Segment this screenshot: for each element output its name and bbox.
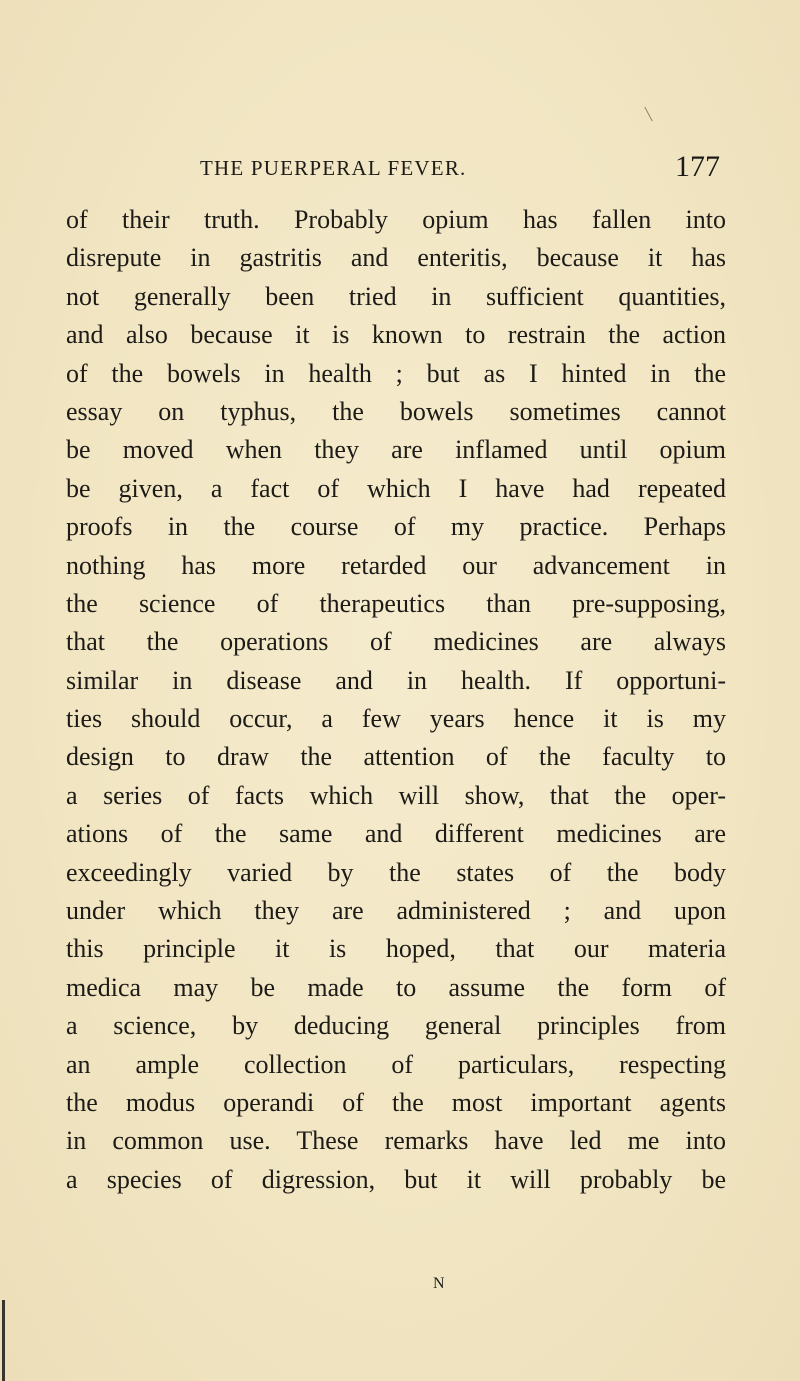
text-line: exceedingly varied by the states of the body xyxy=(66,857,726,887)
text-line: a species of digression, but it will probably be xyxy=(66,1164,726,1194)
text-line: be moved when they are inflamed until opium xyxy=(66,435,726,465)
text-line: an ample collection of particulars, respecting xyxy=(66,1049,726,1079)
text-line: a science, by deducing general principles from xyxy=(66,1011,726,1041)
text-line: of the bowels in health ; but as I hinted in the xyxy=(66,358,726,388)
text-line: ties should occur, a few years hence it is my xyxy=(66,704,726,734)
page-edge-mark xyxy=(2,1300,5,1381)
text-line: not generally been tried in sufficient quantities, xyxy=(66,281,726,311)
text-line: similar in disease and in health. If opportuni- xyxy=(66,665,726,695)
page-header xyxy=(200,150,720,190)
text-line: nothing has more retarded our advancement in xyxy=(66,550,726,580)
page-number: 177 xyxy=(675,150,720,183)
body-text xyxy=(66,201,726,1199)
text-line: in common use. These remarks have led me into xyxy=(66,1126,726,1156)
text-line: and also because it is known to restrain the action xyxy=(66,320,726,350)
text-line: that the operations of medicines are always xyxy=(66,627,726,657)
text-line: this principle it is hoped, that our materia xyxy=(66,934,726,964)
text-line: the modus operandi of the most important agents xyxy=(66,1087,726,1117)
text-line: the science of therapeutics than pre-supposing, xyxy=(66,588,726,618)
text-line: essay on typhus, the bowels sometimes cannot xyxy=(66,396,726,426)
text-line: of their truth. Probably opium has fallen into xyxy=(66,205,726,234)
signature-mark: N xyxy=(433,1275,445,1292)
text-line: a series of facts which will show, that the oper- xyxy=(66,780,726,810)
text-line: disrepute in gastritis and enteritis, because it has xyxy=(66,243,726,273)
text-line: be given, a fact of which I have had repeated xyxy=(66,473,726,503)
text-line: ations of the same and different medicines are xyxy=(66,819,726,849)
running-head: THE PUERPERAL FEVER. xyxy=(200,156,467,180)
pencil-tick-mark xyxy=(644,107,652,122)
text-line: design to draw the attention of the faculty to xyxy=(66,742,726,772)
text-line: medica may be made to assume the form of xyxy=(66,972,726,1002)
text-line: proofs in the course of my practice. Perhaps xyxy=(66,512,726,542)
text-line: under which they are administered ; and upon xyxy=(66,896,726,926)
